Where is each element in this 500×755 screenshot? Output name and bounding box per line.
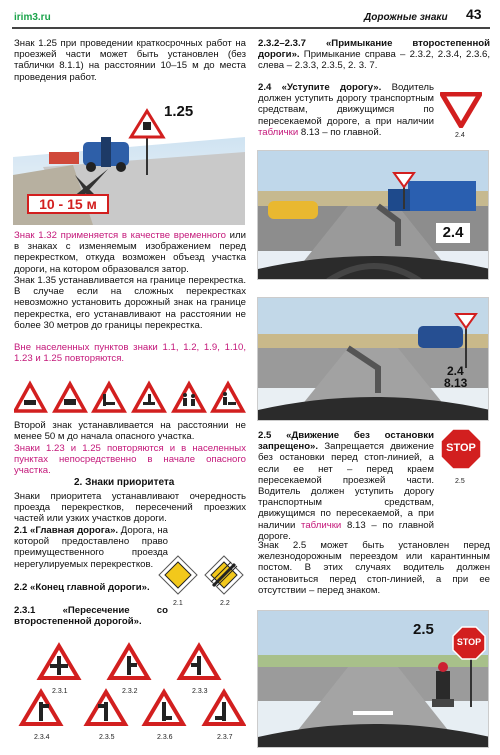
title-2-1: 2.1 «Главная дорога».	[14, 525, 119, 536]
page-number: 43	[466, 6, 482, 22]
sign-2-2	[204, 555, 244, 598]
paragraph-repeat-signs: Вне населенных пунктов знаки 1.1, 1.2, 1.9, 1.10, 1.23 и 1.25 повторяются.	[14, 342, 246, 365]
paragraph-2-4	[258, 82, 434, 138]
caption-2-3-2: 2.3.2	[122, 688, 138, 695]
warning-signs-row	[14, 380, 246, 416]
caption-2-2: 2.2	[220, 600, 230, 607]
pink-text-1-32: Знак 1.32 применяется в качестве временного	[14, 230, 226, 241]
caption-2-3-7: 2.3.7	[217, 734, 233, 741]
caption-2-4: 2.4	[455, 132, 465, 139]
site-url[interactable]: irim3.ru	[14, 12, 51, 23]
running-title: Дорожные знаки	[364, 12, 448, 23]
sign-2-1	[158, 555, 198, 598]
paragraph-1-25: Знак 1.25 при проведении краткосрочных работ на проезжей части может быть установлен (без таблички 8.1.1) на расстоянии 10–15 м до места проведения работ.	[14, 38, 246, 83]
caption-2-5: 2.5	[455, 478, 465, 485]
text-2-4-b: 8.13 – по главной.	[300, 126, 382, 138]
paragraph-2-1	[14, 525, 168, 570]
text-2-4-a: Водитель должен уступить дорогу транспортным средствам, движущимся по пересекаемой дороге, а при наличии	[258, 82, 434, 127]
photo4-stop-sign	[452, 626, 486, 660]
header-rule	[12, 27, 490, 29]
title-2-3-1: 2.3.1 «Пересечение со второстепенной дорогой».	[14, 605, 168, 628]
caption-2-3-5: 2.3.5	[99, 734, 115, 741]
photo-intersection-2-4	[257, 150, 489, 280]
caption-2-3-1: 2.3.1	[52, 688, 68, 695]
paragraph-2-5-rail: Знак 2.5 может быть установлен перед железнодорожным переездом или карантинным постом. В этих случаях водитель должен остановиться перед стоп-линией, а при ее отсутствии – перед знаком.	[258, 540, 490, 596]
sign-2-4	[440, 92, 482, 131]
paragraph-second-sign: Второй знак устанавливается на расстоянии не менее 50 м до начала опасного участка.	[14, 420, 246, 443]
paragraph-1-32	[14, 230, 246, 275]
photo4-stop-text: STOP	[456, 637, 482, 647]
title-2-2: 2.2 «Конец главной дороги».	[14, 582, 150, 593]
sign-2-5	[440, 428, 482, 470]
photo4-sign-label: 2.5	[413, 621, 434, 638]
section-title: 2. Знаки приоритета	[74, 477, 175, 488]
photo3-sign-label-a: 2.4	[447, 364, 464, 378]
distance-label: 10 - 15 м	[27, 194, 109, 214]
link-plates-2-4[interactable]: таблички	[258, 126, 299, 138]
caption-2-3-3: 2.3.3	[192, 688, 208, 695]
title-2-3-2: 2.3.2–2.3.7 «Примыкание второстепенной дороги».	[258, 38, 490, 61]
title-2-4: 2.4 «Уступите дорогу».	[258, 82, 382, 93]
paragraph-1-35: Знак 1.35 устанавливается на границе перекрестка. В случае если на сложных перекрестках невозможно установить дорожный знак на границе перекрестка, его устанавливают на расстоянии не более 30 метров до границы перекрестка.	[14, 275, 246, 331]
text-2-1: Дорога, на которой предоставлено право преимущественного проезда нерегулируемых перекрестков.	[14, 525, 169, 570]
caption-2-3-4: 2.3.4	[34, 734, 50, 741]
photo-intersection-2-4-8-13	[257, 297, 489, 421]
sign-label-1-25: 1.25	[164, 103, 194, 120]
caption-2-3-6: 2.3.6	[157, 734, 173, 741]
stop-text: STOP	[446, 442, 476, 454]
paragraph-priority: Знаки приоритета устанавливают очередность проезда перекрестков, пересечений проезжих частей или узких участков дороги.	[14, 491, 246, 525]
text-2-5-b: 8.13 – по главной дороге.	[258, 519, 434, 542]
photo2-sign-label: 2.4	[436, 223, 470, 243]
paragraph-1-23-1-25: Знаки 1.23 и 1.25 повторяются и в населенных пунктах непосредственно в начале опасного участка.	[14, 443, 246, 477]
caption-2-1: 2.1	[173, 600, 183, 607]
paragraph-2-3-2	[258, 38, 490, 72]
link-plates-2-5[interactable]: таблички	[301, 519, 342, 531]
paragraph-2-5	[258, 430, 434, 542]
text-2-5: Запрещается движение без остановки перед стоп-линией, а если ее нет – перед краем пересекаемой проезжей части. Водитель должен уступить дорогу транспортным средствам, движущимся по пересекаемой, а при наличии	[258, 441, 434, 531]
text-1-32-rest: или в знаках с изменяемым изображением перед перекрестком, откуда возможен объезд участка дороги, на котором образовался затор.	[14, 230, 246, 275]
photo3-sign-label-b: 8.13	[444, 376, 468, 390]
title-2-5: 2.5 «Движение без остановки запрещено».	[258, 430, 434, 453]
text-2-3-2: Примыкание справа – 2.3.2, 2.3.4, 2.3.6, слева – 2.3.3, 2.3.5, 2. 3. 7.	[258, 49, 490, 72]
